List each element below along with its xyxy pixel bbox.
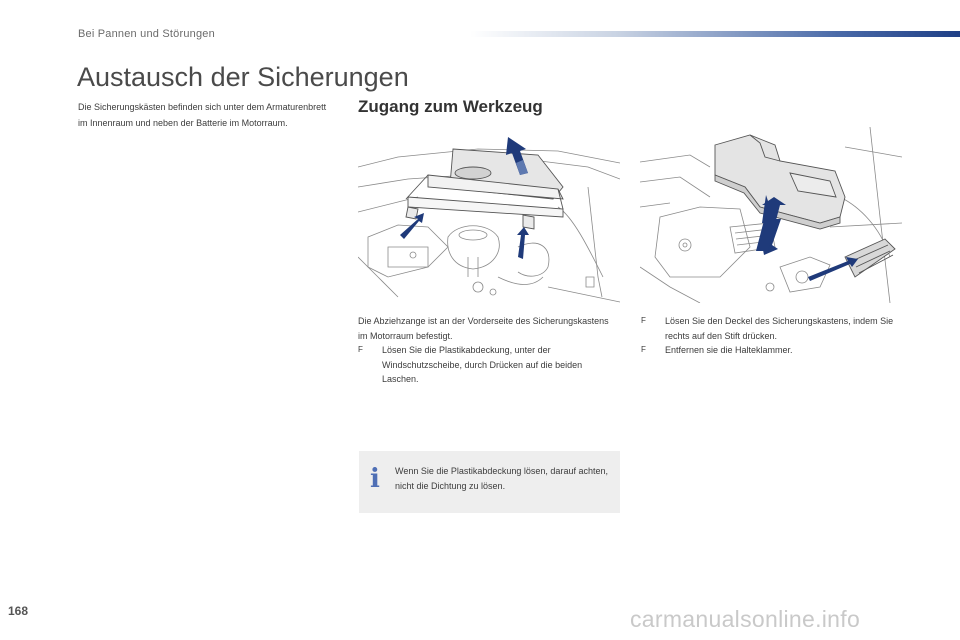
page-number: 168: [8, 604, 29, 618]
section-heading: Zugang zum Werkzeug: [358, 97, 543, 116]
page-title: Austausch der Sicherungen: [77, 62, 409, 92]
watermark: carmanualsonline.info: [630, 606, 861, 632]
step-text: Lösen Sie den Deckel des Sicherungskastens, indem Sie rechts auf den Stift drücken.: [665, 316, 894, 341]
step-text: Lösen Sie die Plastikabdeckung, unter der Windschutzscheibe, durch Drücken auf die beiden Laschen.: [382, 345, 583, 384]
right-step-1: [641, 314, 903, 343]
step-marker: F: [358, 345, 363, 354]
left-paragraph: Die Abziehzange ist an der Vorderseite des Sicherungskastens im Motorraum befestigt.: [358, 316, 609, 341]
left-column-text: [358, 314, 620, 387]
info-text: Wenn Sie die Plastikabdeckung lösen, darauf achten, nicht die Dichtung zu lösen.: [395, 466, 608, 491]
info-icon: i: [370, 464, 380, 494]
info-box: [359, 451, 620, 513]
step-marker: F: [641, 316, 646, 325]
step-text: Entfernen sie die Halteklammer.: [665, 345, 793, 355]
header-accent-bar: [470, 31, 960, 37]
left-step-1: [358, 343, 620, 387]
engine-bay-cover-illustration: [358, 127, 620, 303]
fuse-box-lid-illustration: [640, 127, 902, 303]
intro-paragraph: Die Sicherungskästen befinden sich unter dem Armaturenbrett im Innenraum und neben der Batterie im Motorraum.: [78, 102, 327, 128]
right-step-2: [641, 343, 903, 358]
step-marker: F: [641, 345, 646, 354]
right-column-text: [641, 314, 903, 358]
section-title: Bei Pannen und Störungen: [78, 28, 215, 40]
